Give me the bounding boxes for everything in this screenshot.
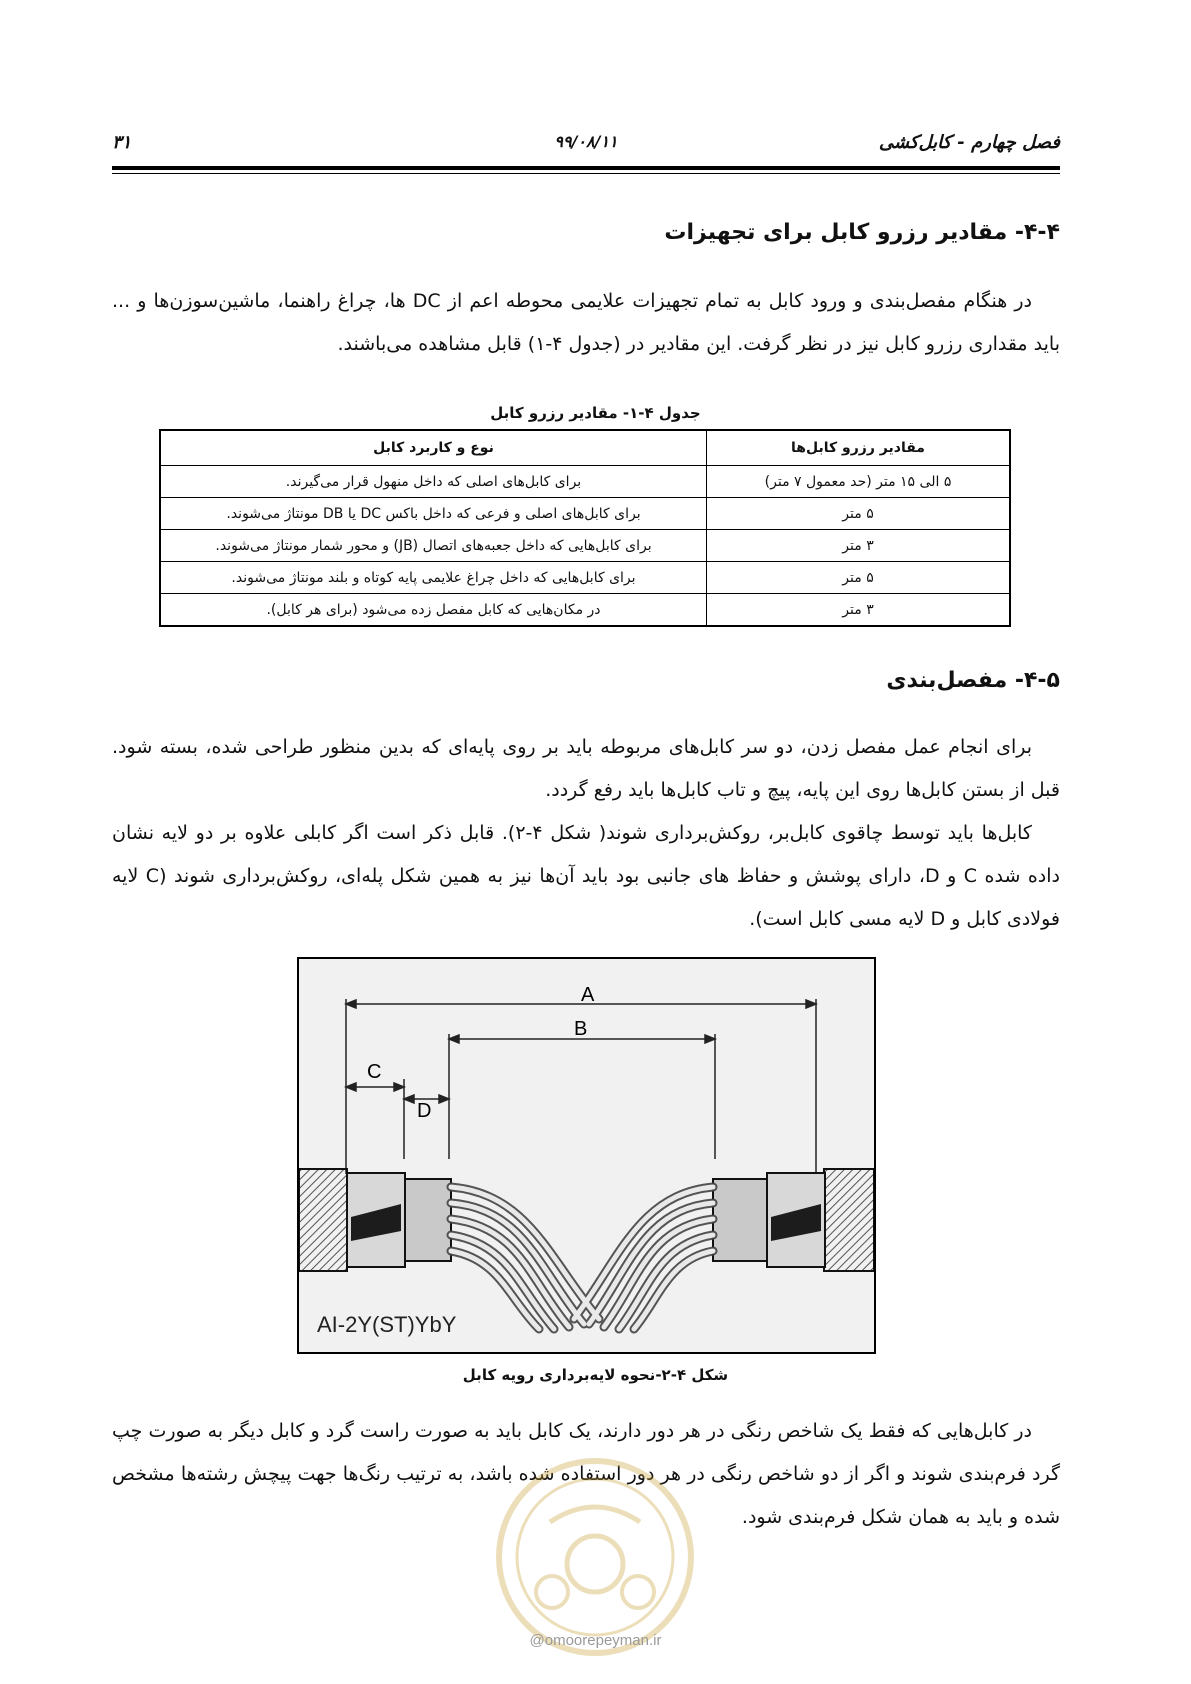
section-4-5-heading: ۴-۵- مفصل‌بندی	[886, 668, 1060, 693]
dimension-label-d: D	[417, 1100, 432, 1122]
cell-reserve: ۳ متر	[707, 594, 1011, 627]
paragraph-text: برای انجام عمل مفصل زدن، دو سر کابل‌های مربوطه باید بر روی پایه‌ای که بدین منظور طراحی شده، بسته شود. قبل از بستن کابل‌ها روی این پایه، پیچ و تاب کابل‌ها باید رفع گردد.	[112, 736, 1060, 801]
cell-type: در مکان‌هایی که کابل مفصل زده می‌شود (برای هر کابل).	[160, 594, 707, 627]
cell-type: برای کابل‌های اصلی که داخل منهول قرار می‌گیرند.	[160, 466, 707, 498]
paragraph-text: در کابل‌هایی که فقط یک شاخص رنگی در هر دور دارند، یک کابل باید به صورت راست گرد و کابل دیگر به صورت چپ گرد فرم‌بندی شوند و اگر از دو شاخص رنگی در هر دور استفاده شده باشد، به ترتیب رنگ‌ها جهت پیچش رشته‌ها مشخص شده و باید به همان شکل فرم‌بندی شود.	[112, 1420, 1060, 1528]
table-row	[160, 498, 1010, 530]
footer-site: @omoorepeyman.ir	[529, 1632, 662, 1649]
cell-type: برای کابل‌هایی که داخل چراغ علایمی پایه کوتاه و بلند مونتاژ می‌شوند.	[160, 562, 707, 594]
table-row	[160, 530, 1010, 562]
cell-reserve: ۳ متر	[707, 530, 1011, 562]
dimension-label-a: A	[581, 984, 595, 1006]
chapter-title: فصل چهارم - کابل‌کشی	[878, 132, 1060, 153]
cable-illustration	[299, 959, 874, 1352]
table-row	[160, 562, 1010, 594]
cell-reserve: ۵ متر	[707, 498, 1011, 530]
paragraph-text: کابل‌ها باید توسط چاقوی کابل‌بر، روکش‌برداری شوند( شکل ۴-۲). قابل ذکر است اگر کابلی علاوه بر دو لایه نشان داده شده C و D، دارای پوشش و حفاظ های جانبی بود باید آن‌ها نیز به همین شکل پله‌ای، روکش‌برداری شوند (C لایه فولادی کابل و D لایه مسی کابل است).	[112, 822, 1060, 930]
cell-reserve: ۵ الی ۱۵ متر (حد معمول ۷ متر)	[707, 466, 1011, 498]
section-4-4-paragraph	[112, 280, 1060, 366]
cell-type: برای کابل‌های اصلی و فرعی که داخل باکس DC یا DB مونتاژ می‌شوند.	[160, 498, 707, 530]
table-row	[160, 594, 1010, 627]
cable-stripping-figure	[297, 957, 876, 1354]
seal-watermark-icon	[490, 1452, 700, 1662]
paragraph-text: در هنگام مفصل‌بندی و ورود کابل به تمام تجهیزات علایمی محوطه اعم از DC ها، چراغ راهنما، ماشین‌سوزن‌ها و ... باید مقداری رزرو کابل نیز در نظر گرفت. این مقادیر در (جدول ۴-۱) قابل مشاهده می‌باشند.	[112, 290, 1060, 355]
page-header	[112, 130, 1060, 160]
dimension-label-c: C	[367, 1061, 382, 1083]
header-rule-thin	[112, 173, 1060, 174]
cable-model-label: AI-2Y(ST)YbY	[317, 1312, 457, 1337]
table-caption: جدول ۴-۱- مقادیر رزرو کابل	[490, 404, 701, 422]
table-header-row	[160, 430, 1010, 466]
header-date: ۹۹/۰۸/۱۱	[554, 132, 618, 151]
header-cell-reserve: مقادیر رزرو کابل‌ها	[707, 430, 1011, 466]
dimension-label-b: B	[574, 1018, 588, 1040]
cable-reserve-table	[159, 429, 1011, 627]
page-number: ۳۱	[112, 132, 132, 153]
table-row	[160, 466, 1010, 498]
header-cell-type: نوع و کاربرد کابل	[160, 430, 707, 466]
figure-caption: شکل ۴-۲-نحوه لایه‌برداری رویه کابل	[462, 1366, 729, 1384]
cell-type: برای کابل‌هایی که داخل جعبه‌های اتصال (JB) و محور شمار مونتاژ می‌شوند.	[160, 530, 707, 562]
header-rule-thick	[112, 166, 1060, 170]
cell-reserve: ۵ متر	[707, 562, 1011, 594]
section-4-4-heading: ۴-۴- مقادیر رزرو کابل برای تجهیزات	[664, 220, 1060, 245]
section-4-5-body	[112, 726, 1060, 941]
